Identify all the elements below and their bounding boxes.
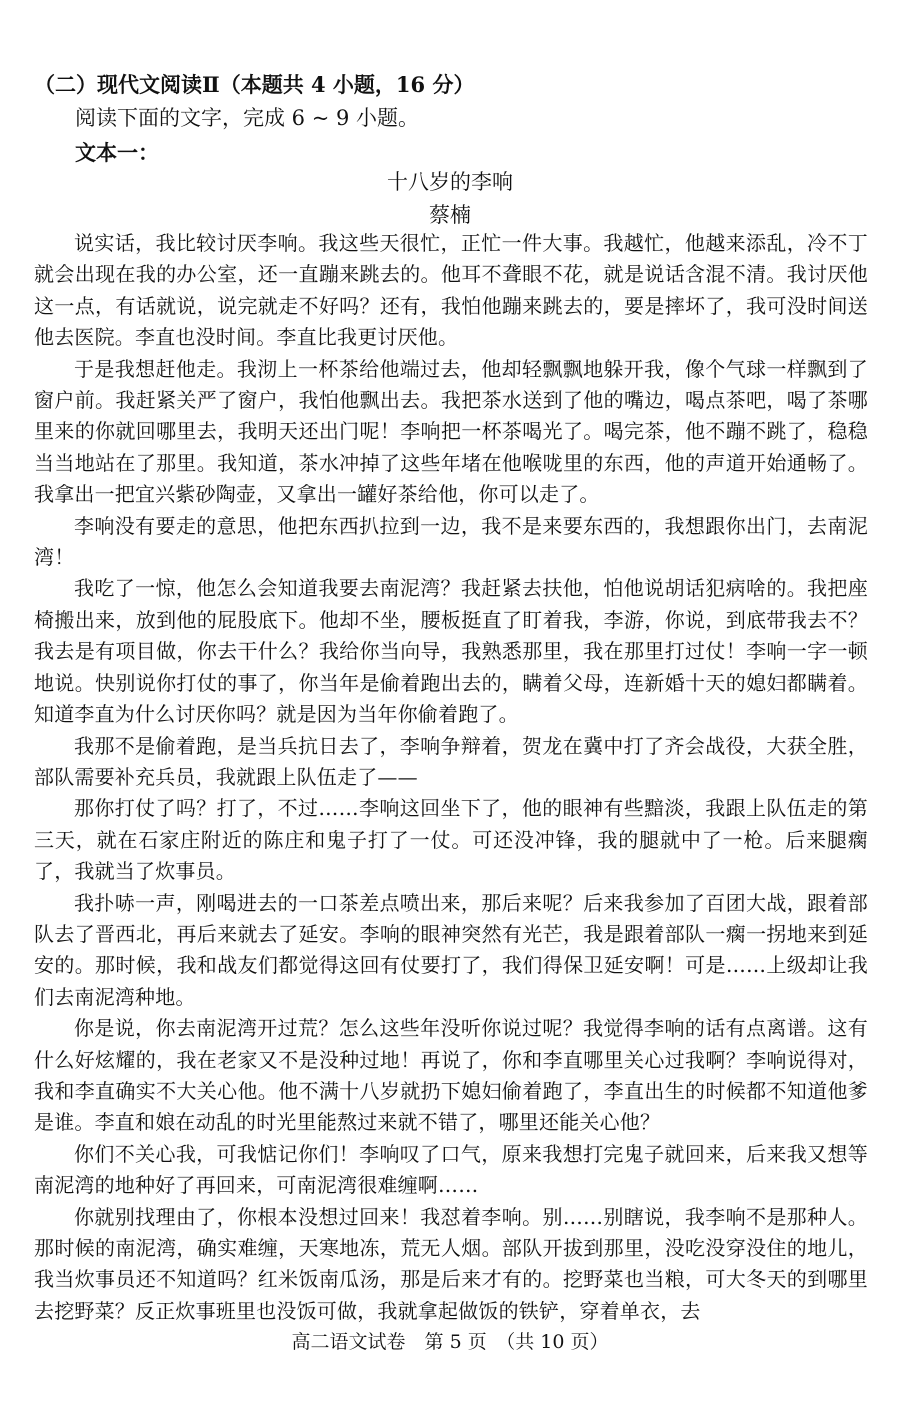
story-paragraph-6: 那你打仗了吗？打了，不过……李响这回坐下了，他的眼神有些黯淡，我跟上队伍走的第三天，就在石家庄附近的陈庄和鬼子打了一仗。可还没冲锋，我的腿就中了一枪。后来腿瘸了，我就当了炊事员。: [34, 796, 868, 884]
story-title: 十八岁的李响: [387, 170, 513, 194]
story-paragraph-10: 你就别找理由了，你根本没想过回来！我怼着李响。别……别瞎说，我李响不是那种人。那时候的南泥湾，确实难缠，天寒地冻，荒无人烟。部队开拔到那里，没吃没穿没住的地儿，我当炊事员还不知道吗？红米饭南瓜汤，那是后来才有的。挖野菜也当粮，可大冬天的到哪里去挖野菜？反正炊事班里也没饭可做，我就拿起做饭的铁铲，穿着单衣，去: [34, 1204, 868, 1323]
story-paragraph-4: 我吃了一惊，他怎么会知道我要去南泥湾？我赶紧去扶他，怕他说胡话犯病啥的。我把座椅搬出来，放到他的屁股底下。他却不坐，腰板挺直了盯着我，李游，你说，到底带我去不？我去是有项目做，你去干什么？我给你当向导，我熟悉那里，我在那里打过仗！李响一字一顿地说。快别说你打仗的事了，你当年是偷着跑出去的，瞒着父母，连新婚十天的媳妇都瞒着。知道李直为什么讨厌你吗？就是因为当年你偷着跑了。: [34, 576, 868, 727]
story-paragraph-7: 我扑哧一声，刚喝进去的一口茶差点喷出来，那后来呢？后来我参加了百团大战，跟着部队去了晋西北，再后来就去了延安。李响的眼神突然有光芒，我是跟着部队一瘸一拐地来到延安的。那时候，我和战友们都觉得这回有仗要打了，我们得保卫延安啊！可是……上级却让我们去南泥湾种地。: [34, 890, 868, 1009]
story-body: [34, 228, 868, 1327]
story-paragraph-2: 于是我想赶他走。我沏上一杯茶给他端过去，他却轻飘飘地躲开我，像个气球一样飘到了窗户前。我赶紧关严了窗户，我怕他飘出去。我把茶水送到了他的嘴边，喝点茶吧，喝了茶哪里来的你就回哪里去，我明天还出门呢！李响把一杯茶喝光了。喝完茶，他不蹦不跳了，稳稳当当地站在了那里。我知道，茶水冲掉了这些年堵在他喉咙里的东西，他的声道开始通畅了。我拿出一把宜兴紫砂陶壶，又拿出一罐好茶给他，你可以走了。: [34, 356, 868, 507]
story-paragraph-1: 说实话，我比较讨厌李响。我这些天很忙，正忙一件大事。我越忙，他越来添乱，冷不丁就会出现在我的办公室，还一直蹦来跳去的。他耳不聋眼不花，就是说话含混不清。我讨厌他这一点，有话就说，说完就走不好吗？还有，我怕他蹦来跳去的，要是摔坏了，我可没时间送他去医院。李直也没时间。李直比我更讨厌他。: [34, 231, 868, 350]
text-one-label: 文本一：: [75, 140, 159, 165]
story-paragraph-5: 我那不是偷着跑，是当兵抗日去了，李响争辩着，贺龙在冀中打了齐会战役，大获全胜，部队需要补充兵员，我就跟上队伍走了——: [34, 733, 868, 789]
reading-instruction: 阅读下面的文字，完成 6 ~ 9 小题。: [75, 106, 420, 130]
story-paragraph-9: 你们不关心我，可我惦记你们！李响叹了口气，原来我想打完鬼子就回来，后来我又想等南泥湾的地种好了再回来，可南泥湾很难缠啊……: [34, 1141, 868, 1198]
story-author: 蔡楠: [429, 203, 471, 227]
page-footer: 高二语文试卷 第 5 页 （共 10 页）: [291, 1331, 609, 1353]
story-paragraph-3: 李响没有要走的意思，他把东西扒拉到一边，我不是来要东西的，我想跟你出门，去南泥湾！: [34, 513, 868, 570]
story-paragraph-8: 你是说，你去南泥湾开过荒？怎么这些年没听你说过呢？我觉得李响的话有点离谱。这有什么好炫耀的，我在老家又不是没种过地！再说了，你和李直哪里关心过我啊？李响说得对，我和李直确实不大关心他。他不满十八岁就扔下媳妇偷着跑了，李直出生的时候都不知道他爹是谁。李直和娘在动乱的时光里能熬过来就不错了，哪里还能关心他？: [34, 1016, 868, 1135]
section-header: （二）现代文阅读Ⅱ（本题共 4 小题，16 分）: [34, 72, 475, 97]
